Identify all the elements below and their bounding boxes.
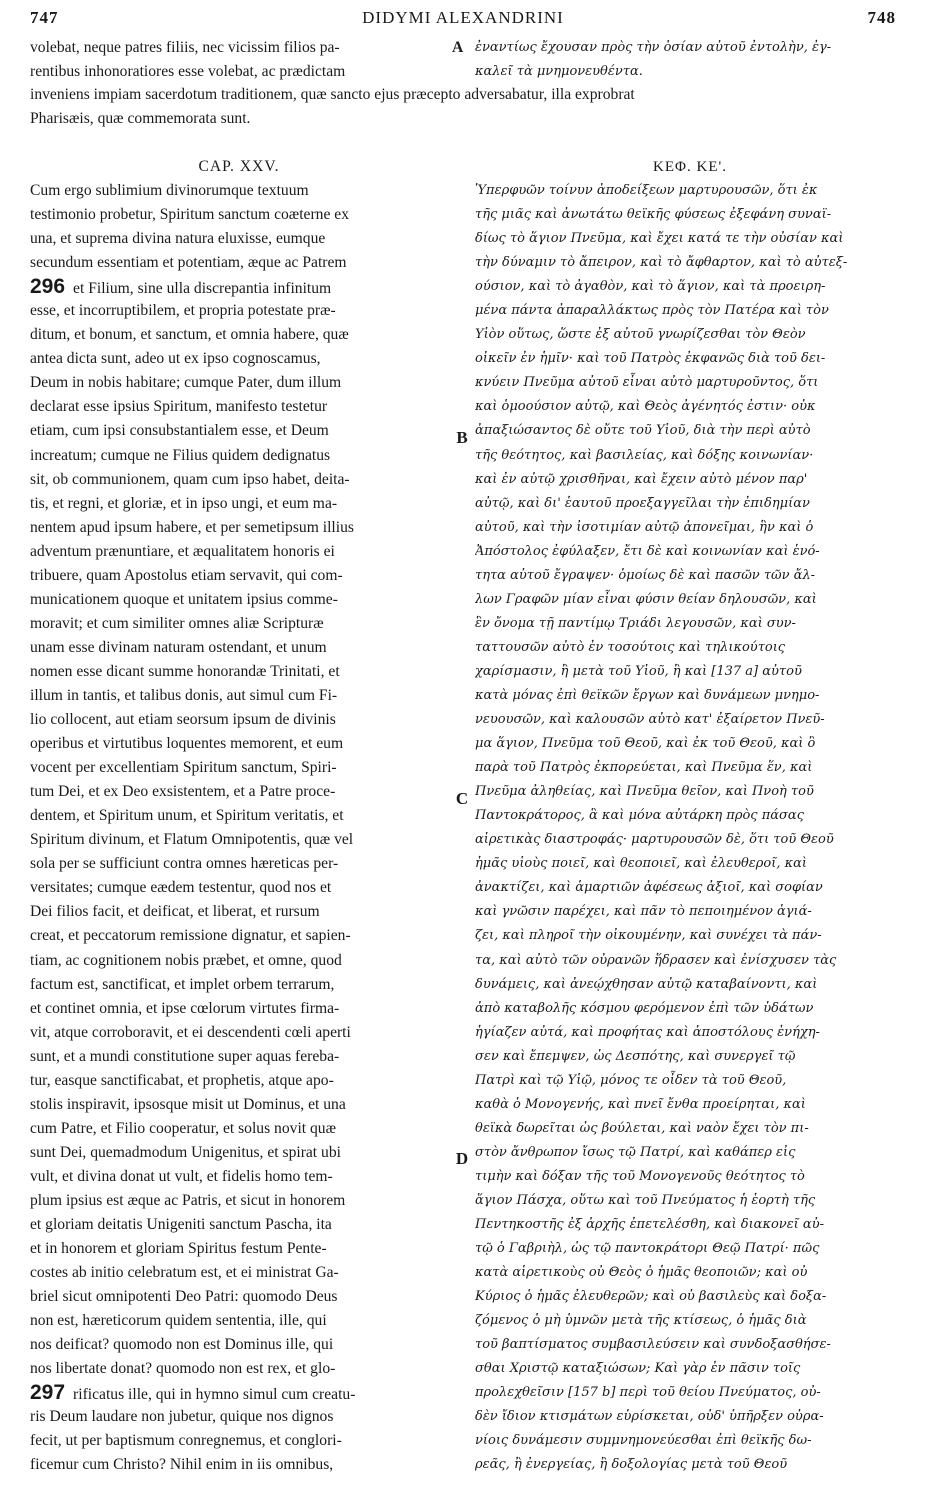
greek-line: Υἱὸν οὕτως, ὥστε ἐξ αὐτοῦ γνωρίζεσθαι τὸν Θεὸν	[475, 327, 806, 343]
latin-line: cum Patre, et Filio cooperatur, et solus novit quæ	[30, 1119, 337, 1137]
latin-line: et gloriam deitatis Unigeniti sanctum Pascha, ita	[30, 1216, 332, 1234]
latin-line: tribuere, quam Apostolus etiam servavit, qui com-	[30, 566, 343, 584]
latin-line: nos libertate donat? quomodo non est rex, et glo-	[30, 1360, 336, 1378]
intro-right-text: καλεῖ τὰ μνημονευθέντα.	[475, 63, 643, 79]
latin-line: versitates; cumque eædem testentur, quod nos et	[30, 879, 332, 897]
greek-line: ἡμᾶς υἱοὺς ποιεῖ, καὶ θεοποιεῖ, καὶ ἐλευθεροῖ, καὶ	[475, 856, 808, 872]
latin-line: municationem quoque et unitatem ipsius comme-	[30, 590, 338, 608]
greek-line: Πεντηκοστῆς ἐξ ἀρχῆς ἐπετελέσθη, καὶ διακονεῖ αὐ-	[475, 1217, 824, 1233]
greek-line: τῷ ὁ Γαβριὴλ, ὡς τῷ παντοκράτορι Θεῷ Πατρί· πῶς	[475, 1241, 820, 1257]
latin-line: testimonio probetur, Spiritum sanctum coæterne ex	[30, 206, 349, 224]
latin-line: moravit; et cum similiter omnes aliæ Scripturæ	[30, 614, 324, 632]
latin-line: operibus et virtutibus loquentes memorent, et eum	[30, 735, 344, 753]
running-header	[30, 6, 896, 34]
greek-line: δίως τὸ ἅγιον Πνεῦμα, καὶ ἔχει κατά τε τὴν οὐσίαν καὶ	[475, 231, 844, 247]
greek-line: δὲν ἴδιον κτισμάτων εὑρίσκεται, οὐδ' ὑπῆρξεν οὐρα-	[475, 1409, 824, 1425]
latin-line: sunt, et a mundi constitutione super aquas fereba-	[30, 1047, 340, 1065]
greek-line: κνύειν Πνεῦμα αὐτοῦ εἶναι αὐτὸ μαρτυροῦντος, ὅτι	[475, 375, 819, 391]
latin-line: 297 rificatus ille, qui in hymno simul cum creatu-	[30, 1381, 356, 1405]
latin-line: tiam, ac cognitionem nobis præbet, et omne, quod	[30, 951, 342, 969]
greek-line: τῆς μιᾶς καὶ ἀνωτάτω θεϊκῆς φύσεως ἐξεφάνη συναϊ-	[475, 207, 832, 223]
latin-text	[30, 179, 448, 1478]
latin-line: sunt Dei, quemadmodum Unigenitus, et spirat ubi	[30, 1143, 341, 1161]
intro-left-text: volebat, neque patres filiis, nec vicissim filios pa-	[30, 39, 340, 56]
running-title: DIDYMI ALEXANDRINI	[362, 8, 564, 27]
intro-full-line: Pharisæis, quæ commemorata sunt.	[30, 109, 251, 127]
latin-line: lio collocent, aut etiam seorsum ipsum de divinis	[30, 711, 336, 729]
greek-line: κατὰ μόνας ἐπὶ θεϊκῶν ἔργων καὶ δυνάμεων μνημο-	[475, 687, 820, 703]
latin-line: vocent per excellentiam Spiritum sanctum, Spiri-	[30, 759, 337, 777]
latin-line: adventum prænuntiare, et æqualitatem honoris ei	[30, 542, 335, 560]
intro-full-line: inveniens impiam sacerdotum traditionem, quæ sancto ejus præcepto adversabatur, illa exprobrat	[30, 86, 635, 103]
greek-line: Κύριος ὁ ἡμᾶς ἐλευθερῶν; καὶ οὐ βασιλεὺς καὶ δοξα-	[475, 1289, 827, 1305]
greek-line: Πνεῦμα ἀληθείας, καὶ Πνεῦμα θεῖον, καὶ Πνοὴ τοῦ	[475, 784, 814, 800]
latin-line: nomen esse dicant summe honorandæ Trinitati, et	[30, 662, 340, 680]
greek-chapter-title: ΚΕΦ. ΚΕ'.	[653, 159, 727, 175]
latin-line: antea dicta sunt, adeo ut ex ipso cognoscamus,	[30, 350, 321, 368]
greek-line: τιμὴν καὶ δόξαν τῆς τοῦ Μονογενοῦς θεότητος τὸ	[475, 1168, 805, 1184]
latin-line: briel sicut omnipotenti Deo Patri: quomodo Deus	[30, 1288, 338, 1306]
greek-line: ἓν ὄνομα τῇ παντίμῳ Τριάδι λεγουσῶν, καὶ συν-	[475, 615, 796, 631]
latin-line: fecit, ut per baptismum conregnemus, et conglori-	[30, 1432, 342, 1450]
latin-line: secundum essentiam et potentiam, æque ac Patrem	[30, 254, 347, 272]
latin-line: Deum in nobis habitare; cumque Pater, dum illum	[30, 374, 342, 392]
latin-line: sit, ob communionem, quam cum ipso habet, deita-	[30, 470, 350, 488]
latin-line: plum ipsius est æque ac Patris, et sicut in honorem	[30, 1191, 346, 1209]
greek-line: ἀνακτίζει, καὶ ἁμαρτιῶν ἀφέσεως ἀξιοῖ, καὶ σοφίαν	[475, 880, 823, 896]
greek-line: τα, καὶ αὐτὸ τῶν οὐρανῶν ἥδρασεν καὶ ἐνίσχυσεν τὰς	[475, 952, 837, 968]
greek-line: τὴν δύναμιν τὸ ἄπειρον, καὶ τὸ ἄφθαρτον, καὶ τὸ αὐτεξ-	[475, 255, 848, 271]
greek-line: αὐτῷ, καὶ δι' ἑαυτοῦ προεξαγγεῖλαι τὴν ἐπιδημίαν	[475, 495, 810, 511]
page-number-left: 747	[30, 8, 59, 27]
latin-line: non est, hæreticorum quidem sententia, ille, qui	[30, 1312, 327, 1330]
greek-line: χαρίσμασιν, ἢ μετὰ τοῦ Υἱοῦ, ἢ καὶ [137 a] αὐτοῦ	[475, 663, 802, 679]
latin-line: increatum; cumque ne Filius quidem dedignatus	[30, 446, 331, 464]
greek-line: σεν καὶ ἔπεμψεν, ὡς Δεσπότης, καὶ συνεργεῖ τῷ	[475, 1048, 796, 1064]
latin-chapter-title: CAP. XXV.	[198, 158, 280, 175]
greek-line: τοῦ βαπτίσματος συμβασιλεύσειν καὶ συνδοξασθήσε-	[475, 1337, 831, 1353]
greek-line: καὶ ἐν αὐτῷ χρισθῆναι, καὶ ἔχειν αὐτὸ μένον παρ'	[475, 471, 808, 487]
page-number-right: 748	[867, 8, 896, 27]
latin-line: declarat esse ipsius Spiritum, manifesto testetur	[30, 398, 328, 416]
intro-block	[30, 36, 906, 130]
latin-line: et in honorem et gloriam Spiritus festum Pente-	[30, 1240, 327, 1258]
intro-right-text: ἐναντίως ἔχουσαν πρὸς τὴν ὁσίαν αὐτοῦ ἐντολὴν, ἐγ-	[475, 40, 832, 55]
greek-line: ἅγιον Πάσχα, οὕτω καὶ τοῦ Πνεύματος ἡ ἑορτὴ τῆς	[475, 1192, 816, 1208]
intro-left-text: rentibus inhonoratiores esse volebat, ac prædictam	[30, 62, 346, 80]
greek-column	[475, 155, 905, 1478]
margin-marker-b: B	[456, 427, 468, 447]
latin-column	[30, 155, 448, 1478]
greek-line: μα ἅγιον, Πνεῦμα τοῦ Θεοῦ, καὶ ἐκ τοῦ Θεοῦ, καὶ ὃ	[475, 736, 816, 752]
greek-line: τῆς θεότητος, καὶ βασιλείας, καὶ δόξης κοινωνίαν·	[475, 447, 814, 463]
greek-line: τητα αὐτοῦ ἔγραψεν· ὁμοίως δὲ καὶ πασῶν τῶν ἄλ-	[475, 567, 816, 583]
margin-marker: A	[452, 39, 464, 56]
latin-line: vult, et divina donat ut vult, et fidelis homo tem-	[30, 1167, 333, 1185]
latin-line: et continet omnia, et ipse cœlorum virtutes firma-	[30, 999, 340, 1017]
greek-line: λων Γραφῶν μίαν εἶναι φύσιν θείαν δηλουσῶν, καὶ	[475, 591, 817, 607]
greek-line: καὶ γνῶσιν παρέχει, καὶ πᾶν τὸ πεποιημένον ἁγιά-	[475, 904, 812, 920]
latin-line: costes ab initio celebratum est, et ei ministrat Ga-	[30, 1264, 339, 1282]
greek-line: Παντοκράτορος, ἃ καὶ μόνα αὐτάρκη πρὸς πάσας	[475, 808, 804, 824]
latin-line: etiam, cum ipsi consubstantialem esse, et Deum	[30, 422, 329, 440]
latin-line: Cum ergo sublimium divinorumque textuum	[30, 182, 309, 199]
latin-line: esse, et incorruptibilem, et propria potestate præ-	[30, 302, 336, 320]
latin-line: tum Dei, et ex Deo exsistentem, et a Patre proce-	[30, 783, 336, 801]
latin-line: stolis inspiravit, ipsosque misit ut Dominus, et una	[30, 1095, 346, 1113]
page-number-marker: 296	[30, 275, 66, 299]
latin-line: una, et suprema divina natura eluxisse, eumque	[30, 230, 326, 248]
intro-line	[30, 60, 906, 84]
latin-line: ditum, et bonum, et sanctum, et omnia habere, quæ	[30, 326, 349, 344]
latin-line: nos deificat? quomodo non est Dominus ille, qui	[30, 1336, 334, 1354]
latin-line: dentem, et Spiritum unum, et Spiritum veritatis, et	[30, 807, 344, 825]
greek-line: ἀπὸ καταβολῆς κόσμου φερόμενον ἐπὶ τῶν ὑδάτων	[475, 1000, 814, 1016]
latin-line: illum in tantis, et talibus donis, aut simul cum Fi-	[30, 686, 338, 704]
greek-line: νευουσῶν, καὶ καλουσῶν αὐτὸ κατ' ἐξαίρετον Πνεῦ-	[475, 712, 825, 728]
greek-line: αὐτοῦ, καὶ τὴν ἰσοτιμίαν αὐτῷ ἀπονεῖμαι, ἣν καὶ ὁ	[475, 519, 814, 535]
latin-line: tur, easque sanctificabat, et prophetis, atque apo-	[30, 1071, 334, 1089]
margin-marker-d: D	[455, 1149, 469, 1169]
latin-line: creat, et peccatorum remissione dignatur, et sapien-	[30, 927, 351, 945]
greek-line: κατὰ αἱρετικοὺς οὐ Θεὸς ὁ ἡμᾶς θεοποιῶν; καὶ οὐ	[475, 1265, 808, 1281]
greek-line: δυνάμεις, καὶ ἀνεῴχθησαν αὐτῷ καταβαίνοντι, καὶ	[475, 976, 818, 992]
latin-line: unam esse divinam naturam ostendant, et unum	[30, 638, 327, 656]
greek-line: καὶ ὁμοούσιον αὐτῷ, καὶ Θεὸς ἀγένητός ἐστιν· οὐκ	[475, 399, 816, 415]
page-number-marker: 297	[30, 1381, 66, 1405]
latin-line: factum est, sanctificat, et implet orbem terrarum,	[30, 975, 335, 993]
greek-line: Πατρὶ καὶ τῷ Υἱῷ, μόνος τε οἶδεν τὰ τοῦ Θεοῦ,	[475, 1072, 787, 1088]
greek-line: στὸν ἄνθρωπον ἴσως τῷ Πατρί, καὶ καθάπερ εἰς	[475, 1144, 796, 1160]
greek-line: θεϊκὰ δωρεῖται ὡς βούλεται, καὶ ναὸν ἔχει τὸν πι-	[475, 1120, 809, 1136]
latin-line: Dei filios facit, et deificat, et liberat, et rursum	[30, 903, 320, 921]
greek-line: ἀπαξιώσαντος δὲ οὔτε τοῦ Υἱοῦ, διὰ τὴν περὶ αὐτὸ	[475, 423, 811, 439]
latin-line: vit, atque corroboravit, et ei descendenti cœli aperti	[30, 1023, 351, 1041]
latin-line: ficemur cum Christo? Nihil enim in iis omnibus,	[30, 1456, 334, 1474]
greek-line: μένα πάντα ἀπαραλλάκτως πρὸς τὸν Πατέρα καὶ τὸν	[475, 303, 829, 319]
latin-line: sola per se sufficiunt contra omnes hæreticas per-	[30, 855, 339, 873]
greek-line: νίοις δυνάμεσιν συμμνημονεύεσθαι ἐπὶ θεϊκῆς δω-	[475, 1433, 812, 1449]
greek-line: ούσιον, καὶ τὸ ἀγαθὸν, καὶ τὸ ἅγιον, καὶ τὰ προειρη-	[475, 279, 826, 295]
margin-marker-c: C	[455, 788, 469, 808]
greek-line: Ἀπόστολος ἐφύλαξεν, ἔτι δὲ καὶ κοινωνίαν καὶ ἑνό-	[475, 543, 820, 559]
greek-line: σθαι Χριστῷ καταξιώσων; Καὶ γὰρ ἐν πᾶσιν τοῖς	[475, 1361, 801, 1377]
greek-line: ζει, καὶ πληροῖ τὴν οἰκουμένην, καὶ συνέχει τὰ πάν-	[475, 928, 822, 944]
greek-text	[475, 179, 905, 1478]
greek-line: παρὰ τοῦ Πατρὸς ἐκπορεύεται, καὶ Πνεῦμα ἕν, καὶ	[475, 760, 813, 776]
latin-line: 296 et Filium, sine ulla discrepantia infinitum	[30, 275, 332, 299]
latin-line: Spiritum divinum, et Flatum Omnipotentis, quæ vel	[30, 831, 354, 849]
greek-line: καθὰ ὁ Μονογενής, καὶ πνεῖ ἔνθα προείρηται, καὶ	[475, 1096, 806, 1112]
greek-line: προλεχθεῖσιν [157 b] περὶ τοῦ θείου Πνεύματος, οὐ-	[475, 1385, 821, 1401]
greek-line: οἰκεῖν ἐν ἡμῖν· καὶ τοῦ Πατρὸς ἐκφανῶς διὰ τοῦ δει-	[475, 351, 826, 367]
greek-line: αἱρετικὰς διαστροφάς· μαρτυρουσῶν δὲ, ὅτι τοῦ Θεοῦ	[475, 832, 834, 848]
greek-line: Ὑπερφυῶν τοίνυν ἀποδείξεων μαρτυρουσῶν, ὅτι ἐκ	[475, 183, 818, 198]
latin-line: tis, et regni, et gloriæ, et in ipso ungi, et eum ma-	[30, 494, 338, 512]
greek-line: ρεᾶς, ἢ ἐνεργείας, ἢ δοξολογίας μετὰ τοῦ Θεοῦ	[475, 1457, 788, 1473]
intro-line	[30, 36, 906, 60]
greek-line: ζόμενος ὁ μὴ ὑμνῶν μετὰ τῆς κτίσεως, ὁ ἡμᾶς διὰ	[475, 1313, 807, 1329]
greek-line: ταττουσῶν αὐτὸ ἐν τοσούτοις καὶ τηλικούτοις	[475, 639, 786, 655]
latin-line: ris Deum laudare non jubetur, quique nos dignos	[30, 1408, 334, 1426]
latin-line: nentem apud ipsum habere, et per semetipsum illius	[30, 518, 354, 536]
greek-line: ἡγίαζεν αὐτά, καὶ προφήτας καὶ ἀποστόλους ἐνήχη-	[475, 1024, 820, 1040]
